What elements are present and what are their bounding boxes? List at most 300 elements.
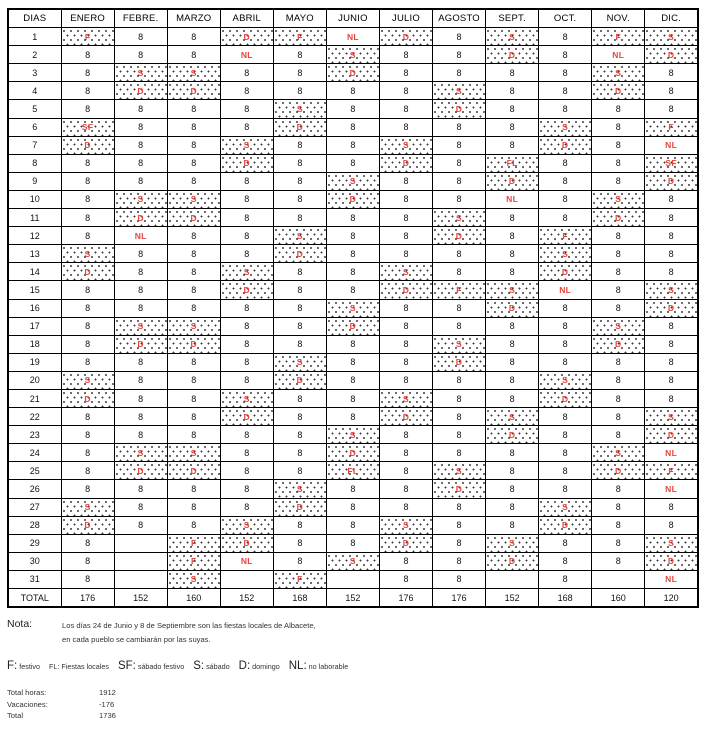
cell-value: D xyxy=(645,300,697,317)
cell-value: 8 xyxy=(509,266,515,277)
month-total: 160 xyxy=(592,589,645,608)
cell-value: 8 xyxy=(562,49,568,60)
calendar-cell xyxy=(486,190,539,208)
calendar-cell xyxy=(273,552,326,570)
calendar-cell xyxy=(220,172,273,190)
calendar-cell xyxy=(539,534,592,552)
calendar-cell xyxy=(114,136,167,154)
calendar-cell xyxy=(326,209,379,227)
cell-value: 8 xyxy=(456,67,462,78)
legend-item xyxy=(7,660,40,672)
day-number: 14 xyxy=(8,263,61,281)
day-number: 16 xyxy=(8,299,61,317)
cell-value: D xyxy=(592,462,644,479)
calendar-day-row xyxy=(8,190,698,208)
calendar-cell xyxy=(114,335,167,353)
calendar-cell xyxy=(220,190,273,208)
calendar-day-row xyxy=(8,28,698,46)
month-total: 152 xyxy=(486,589,539,608)
calendar-cell xyxy=(645,281,698,299)
calendar-day-row xyxy=(8,317,698,335)
calendar-cell xyxy=(220,480,273,498)
cell-value: 8 xyxy=(615,483,621,494)
cell-value: 8 xyxy=(615,176,621,187)
cell-value: 8 xyxy=(562,31,568,42)
calendar-cell xyxy=(592,552,645,570)
calendar-cell xyxy=(539,516,592,534)
cell-value: D xyxy=(168,209,220,226)
cell-value: 8 xyxy=(456,538,462,549)
cell-value: D xyxy=(168,462,220,479)
calendar-cell xyxy=(167,209,220,227)
calendar-cell xyxy=(326,389,379,407)
calendar-cell xyxy=(167,118,220,136)
calendar-cell xyxy=(592,263,645,281)
hours-summary xyxy=(7,687,700,722)
calendar-cell xyxy=(379,317,432,335)
cell-value: S xyxy=(645,535,697,552)
calendar-day-row xyxy=(8,371,698,389)
legend-item xyxy=(193,660,229,672)
calendar-cell xyxy=(592,227,645,245)
calendar-cell xyxy=(326,136,379,154)
calendar-cell xyxy=(326,462,379,480)
cell-value: D xyxy=(380,281,432,298)
cell-value: 8 xyxy=(350,140,356,151)
cell-value: 8 xyxy=(350,483,356,494)
calendar-cell xyxy=(326,534,379,552)
calendar-cell xyxy=(539,552,592,570)
cell-value: 8 xyxy=(85,483,91,494)
cell-value: 8 xyxy=(244,85,250,96)
cell-value: 8 xyxy=(350,375,356,386)
calendar-cell xyxy=(486,353,539,371)
cell-value: D xyxy=(433,354,485,371)
calendar-cell xyxy=(379,154,432,172)
cell-value: 8 xyxy=(191,411,197,422)
cell-value: 8 xyxy=(297,556,303,567)
cell-value: 8 xyxy=(350,122,356,133)
calendar-cell xyxy=(379,227,432,245)
calendar-cell xyxy=(114,317,167,335)
empty-cell-value xyxy=(327,571,379,588)
cell-value: D xyxy=(62,390,114,407)
calendar-cell xyxy=(326,245,379,263)
cell-value: 8 xyxy=(456,556,462,567)
cell-value: 8 xyxy=(191,176,197,187)
calendar-cell xyxy=(433,82,486,100)
day-number: 6 xyxy=(8,118,61,136)
cell-value: 8 xyxy=(509,393,515,404)
cell-value: 8 xyxy=(191,357,197,368)
cell-value: 8 xyxy=(85,104,91,115)
calendar-cell xyxy=(645,389,698,407)
calendar-cell xyxy=(61,136,114,154)
cell-value: 8 xyxy=(85,303,91,314)
calendar-cell xyxy=(645,371,698,389)
cell-value: S xyxy=(274,354,326,371)
cell-value: S xyxy=(327,173,379,190)
totals-row xyxy=(8,589,698,608)
calendar-cell xyxy=(645,335,698,353)
calendar-day-row xyxy=(8,100,698,118)
calendar-day-row xyxy=(8,136,698,154)
calendar-cell xyxy=(486,516,539,534)
cell-value: 8 xyxy=(615,538,621,549)
calendar-cell xyxy=(167,335,220,353)
calendar-day-row xyxy=(8,227,698,245)
cell-value: 8 xyxy=(456,31,462,42)
calendar-cell xyxy=(114,299,167,317)
day-number: 1 xyxy=(8,28,61,46)
legend-code: D: xyxy=(238,660,251,673)
legend-description: sábado festivo xyxy=(137,662,185,672)
legend-description: Fiestas locales xyxy=(61,662,109,672)
calendar-cell xyxy=(167,64,220,82)
calendar-cell xyxy=(486,136,539,154)
calendar-cell xyxy=(273,335,326,353)
day-number: 20 xyxy=(8,371,61,389)
cell-value: NL xyxy=(346,31,359,42)
calendar-cell xyxy=(61,317,114,335)
calendar-cell xyxy=(645,100,698,118)
calendar-cell xyxy=(114,552,167,570)
calendar-cell xyxy=(379,353,432,371)
cell-value: 8 xyxy=(138,411,144,422)
calendar-cell xyxy=(433,534,486,552)
calendar-cell xyxy=(433,64,486,82)
month-total: 160 xyxy=(167,589,220,608)
calendar-cell xyxy=(379,516,432,534)
calendar-cell xyxy=(273,462,326,480)
calendar-day-row xyxy=(8,299,698,317)
cell-value: S xyxy=(62,245,114,262)
legend-code: F: xyxy=(7,660,18,673)
cell-value: 8 xyxy=(403,85,409,96)
cell-value: NL xyxy=(134,230,147,241)
cell-value: 8 xyxy=(615,357,621,368)
cell-value: 8 xyxy=(615,104,621,115)
cell-value: S xyxy=(168,64,220,81)
cell-value: 8 xyxy=(244,357,250,368)
cell-value: 8 xyxy=(297,339,303,350)
cell-value: 8 xyxy=(562,447,568,458)
cell-value: 8 xyxy=(191,483,197,494)
month-total: 176 xyxy=(61,589,114,608)
cell-value: D xyxy=(645,426,697,443)
legend-description: domingo xyxy=(252,662,280,672)
calendar-cell xyxy=(486,154,539,172)
calendar-day-row xyxy=(8,570,698,588)
cell-value: D xyxy=(380,408,432,425)
column-header-month: JUNIO xyxy=(326,9,379,28)
cell-value: 8 xyxy=(244,303,250,314)
calendar-cell xyxy=(486,281,539,299)
cell-value: 8 xyxy=(297,284,303,295)
calendar-cell xyxy=(273,498,326,516)
calendar-cell xyxy=(61,64,114,82)
cell-value: 8 xyxy=(244,212,250,223)
cell-value: F xyxy=(433,281,485,298)
cell-value: 8 xyxy=(456,393,462,404)
calendar-cell xyxy=(592,389,645,407)
calendar-cell xyxy=(592,172,645,190)
cell-value: 8 xyxy=(297,447,303,458)
cell-value: 8 xyxy=(350,411,356,422)
calendar-cell xyxy=(486,209,539,227)
calendar-cell xyxy=(433,444,486,462)
calendar-cell xyxy=(592,28,645,46)
cell-value: 8 xyxy=(456,176,462,187)
calendar-cell xyxy=(326,82,379,100)
cell-value: 8 xyxy=(138,122,144,133)
summary-label: Vacaciones: xyxy=(7,699,48,709)
calendar-cell xyxy=(433,371,486,389)
day-number: 5 xyxy=(8,100,61,118)
calendar-cell xyxy=(167,263,220,281)
cell-value: 8 xyxy=(562,85,568,96)
column-header-month: ABRIL xyxy=(220,9,273,28)
calendar-cell xyxy=(114,64,167,82)
calendar-cell xyxy=(220,299,273,317)
calendar-cell xyxy=(539,136,592,154)
month-total: 176 xyxy=(379,589,432,608)
calendar-cell xyxy=(114,426,167,444)
cell-value: 8 xyxy=(297,140,303,151)
cell-value: 8 xyxy=(350,393,356,404)
cell-value: D xyxy=(221,281,273,298)
calendar-day-row xyxy=(8,209,698,227)
calendar-cell xyxy=(167,462,220,480)
cell-value: 8 xyxy=(456,122,462,133)
cell-value: 8 xyxy=(615,429,621,440)
cell-value: 8 xyxy=(297,67,303,78)
cell-value: 8 xyxy=(668,194,674,205)
cell-value: 8 xyxy=(244,429,250,440)
calendar-cell xyxy=(645,263,698,281)
calendar-cell xyxy=(433,28,486,46)
cell-value: D xyxy=(539,517,591,534)
calendar-cell xyxy=(114,100,167,118)
cell-value: S xyxy=(115,318,167,335)
cell-value: 8 xyxy=(562,538,568,549)
cell-value: 8 xyxy=(562,483,568,494)
calendar-cell xyxy=(433,389,486,407)
cell-value: S xyxy=(433,462,485,479)
cell-value: D xyxy=(274,499,326,516)
cell-value: 8 xyxy=(138,284,144,295)
cell-value: 8 xyxy=(191,122,197,133)
calendar-cell xyxy=(539,462,592,480)
calendar-cell xyxy=(539,444,592,462)
calendar-cell xyxy=(486,444,539,462)
cell-value: 8 xyxy=(85,85,91,96)
calendar-cell xyxy=(326,480,379,498)
calendar-cell xyxy=(379,28,432,46)
cell-value: 8 xyxy=(138,429,144,440)
calendar-cell xyxy=(114,281,167,299)
cell-value: D xyxy=(221,535,273,552)
cell-value: F xyxy=(168,553,220,570)
calendar-cell xyxy=(167,389,220,407)
cell-value: 8 xyxy=(509,375,515,386)
column-header-dias: DIAS xyxy=(8,9,61,28)
cell-value: S xyxy=(433,82,485,99)
calendar-cell xyxy=(220,552,273,570)
calendar-day-row xyxy=(8,426,698,444)
cell-value: S xyxy=(380,517,432,534)
cell-value: 8 xyxy=(191,375,197,386)
cell-value: D xyxy=(274,372,326,389)
calendar-cell xyxy=(114,408,167,426)
cell-value: 8 xyxy=(85,321,91,332)
calendar-cell xyxy=(379,498,432,516)
calendar-cell xyxy=(273,82,326,100)
calendar-cell xyxy=(486,118,539,136)
cell-value: 8 xyxy=(244,502,250,513)
cell-value: 8 xyxy=(668,248,674,259)
calendar-cell xyxy=(220,317,273,335)
cell-value: 8 xyxy=(456,49,462,60)
cell-value: 8 xyxy=(403,429,409,440)
calendar-cell xyxy=(379,389,432,407)
calendar-cell xyxy=(167,100,220,118)
calendar-cell xyxy=(379,245,432,263)
calendar-cell xyxy=(379,46,432,64)
calendar-cell xyxy=(114,190,167,208)
month-total: 168 xyxy=(273,589,326,608)
calendar-cell xyxy=(486,263,539,281)
calendar-cell xyxy=(220,82,273,100)
calendar-cell xyxy=(486,389,539,407)
calendar-cell xyxy=(220,426,273,444)
calendar-cell xyxy=(326,154,379,172)
cell-value: 8 xyxy=(509,67,515,78)
cell-value: 8 xyxy=(350,266,356,277)
cell-value: 8 xyxy=(244,248,250,259)
cell-value: D xyxy=(221,155,273,172)
cell-value: 8 xyxy=(456,502,462,513)
cell-value: S xyxy=(221,137,273,154)
calendar-cell xyxy=(167,28,220,46)
calendar-cell xyxy=(645,209,698,227)
calendar-cell xyxy=(379,462,432,480)
cell-value: S xyxy=(433,209,485,226)
cell-value: 8 xyxy=(297,266,303,277)
cell-value: D xyxy=(168,82,220,99)
cell-value: S xyxy=(486,28,538,45)
cell-value: 8 xyxy=(668,502,674,513)
calendar-cell xyxy=(433,172,486,190)
cell-value: 8 xyxy=(509,248,515,259)
calendar-cell xyxy=(220,371,273,389)
calendar-cell xyxy=(273,570,326,588)
cell-value: D xyxy=(327,191,379,208)
cell-value: 8 xyxy=(244,321,250,332)
calendar-cell xyxy=(273,209,326,227)
calendar-cell xyxy=(379,299,432,317)
note-line-2: en cada pueblo se cambiarán por las suyas. xyxy=(62,635,211,645)
cell-value: D xyxy=(274,119,326,136)
cell-value: 8 xyxy=(668,104,674,115)
calendar-cell xyxy=(114,371,167,389)
day-number: 18 xyxy=(8,335,61,353)
cell-value: 8 xyxy=(668,339,674,350)
calendar-cell xyxy=(592,209,645,227)
cell-value: 8 xyxy=(615,303,621,314)
empty-cell-value xyxy=(115,571,167,588)
cell-value: 8 xyxy=(615,122,621,133)
day-number: 11 xyxy=(8,209,61,227)
cell-value: S xyxy=(221,517,273,534)
calendar-cell xyxy=(326,190,379,208)
calendar-cell xyxy=(273,227,326,245)
calendar-cell xyxy=(592,426,645,444)
summary-row xyxy=(7,687,700,699)
cell-value: 8 xyxy=(403,303,409,314)
calendar-cell xyxy=(539,299,592,317)
calendar-cell xyxy=(433,209,486,227)
calendar-cell xyxy=(592,245,645,263)
cell-value: NL xyxy=(665,483,678,494)
cell-value: S xyxy=(380,263,432,280)
day-number: 7 xyxy=(8,136,61,154)
calendar-cell xyxy=(61,100,114,118)
cell-value: 8 xyxy=(509,122,515,133)
cell-value: F xyxy=(168,535,220,552)
cell-value: 8 xyxy=(562,194,568,205)
calendar-cell xyxy=(114,263,167,281)
cell-value: 8 xyxy=(350,538,356,549)
calendar-cell xyxy=(433,317,486,335)
cell-value: D xyxy=(433,480,485,497)
day-number: 30 xyxy=(8,552,61,570)
day-number: 26 xyxy=(8,480,61,498)
summary-row xyxy=(7,699,700,711)
calendar-cell xyxy=(326,498,379,516)
calendar-cell xyxy=(379,480,432,498)
calendar-cell xyxy=(326,371,379,389)
cell-value: 8 xyxy=(297,194,303,205)
calendar-cell xyxy=(273,154,326,172)
calendar-cell xyxy=(645,570,698,588)
calendar-cell xyxy=(114,480,167,498)
calendar-day-row xyxy=(8,389,698,407)
column-header-month: MAYO xyxy=(273,9,326,28)
cell-value: 8 xyxy=(138,49,144,60)
day-number: 28 xyxy=(8,516,61,534)
cell-value: 8 xyxy=(191,520,197,531)
calendar-cell xyxy=(486,426,539,444)
cell-value: NL xyxy=(506,194,519,205)
cell-value: S xyxy=(486,535,538,552)
cell-value: D xyxy=(115,462,167,479)
cell-value: S xyxy=(539,372,591,389)
cell-value: 8 xyxy=(350,248,356,259)
calendar-cell xyxy=(539,172,592,190)
calendar-cell xyxy=(273,444,326,462)
calendar-cell xyxy=(326,570,379,588)
calendar-cell xyxy=(433,353,486,371)
cell-value: 8 xyxy=(456,194,462,205)
calendar-cell xyxy=(379,552,432,570)
calendar-cell xyxy=(379,371,432,389)
cell-value: 8 xyxy=(509,520,515,531)
calendar-day-row xyxy=(8,408,698,426)
note-text xyxy=(62,618,316,647)
calendar-cell xyxy=(539,227,592,245)
legend-code: NL: xyxy=(288,660,307,673)
